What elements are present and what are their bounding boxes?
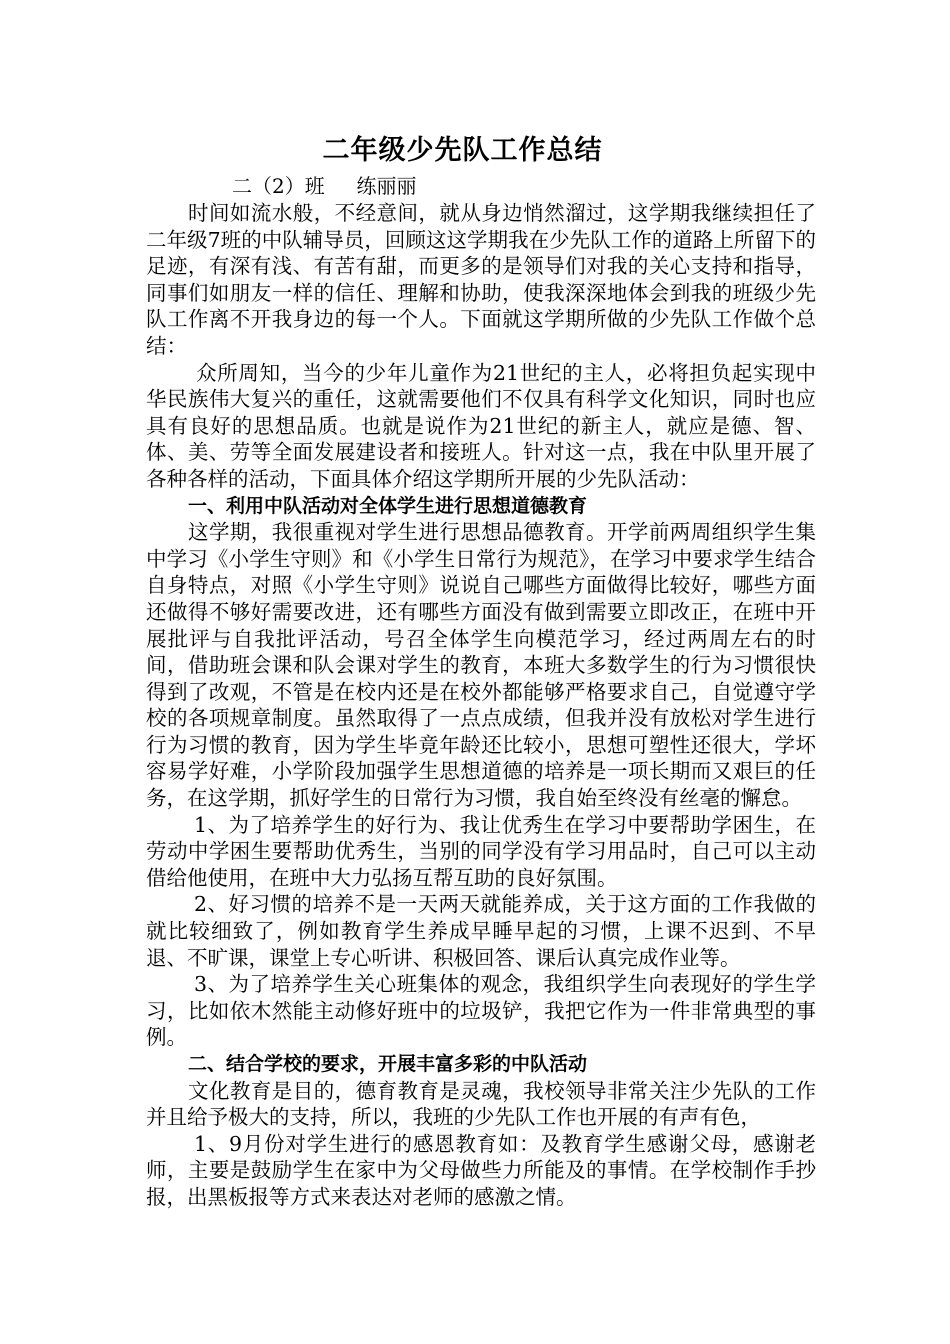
paragraph-item-1: 1、为了培养学生的好行为、我让优秀生在学习中要帮助学困生，在劳动中学困生要帮助优秀生，当别的同学没有学习用品时，自己可以主动借给他使用，在班中大力弘扬互帮互助的良好氛围。 [146,812,816,890]
paragraph-item-2: 2、好习惯的培养不是一天两天就能养成，关于这方面的工作我做的就比较细致了，例如教育学生养成早睡早起的习惯，上课不迟到、不早退、不旷课，课堂上专心听讲、积极回答、课后认真完成作业等。 [146,892,816,970]
document-title: 二年级少先队工作总结 [322,135,603,166]
document-body [146,200,816,1211]
paragraph-item-4: 1、9月份对学生进行的感恩教育如：及教育学生感谢父母，感谢老师，主要是鼓励学生在家中为父母做些力所能及的事情。在学校制作手抄报，出黑板报等方式来表达对老师的感激之情。 [146,1131,816,1209]
paragraph-item-3: 3、为了培养学生关心班集体的观念，我组织学生向表现好的学生学习，比如依木然能主动修好班中的垃圾铲，我把它作为一件非常典型的事例。 [146,972,816,1050]
author-line: 二（2）班 练丽丽 [232,174,417,198]
paragraph-section-2: 文化教育是目的，德育教育是灵魂，我校领导非常关注少先队的工作并且给予极大的支持，所以，我班的少先队工作也开展的有声有色， [146,1078,816,1130]
section-heading-1: 一、利用中队活动对全体学生进行思想道德教育 [188,494,588,517]
paragraph-context: 众所周知，当今的少年儿童作为21世纪的主人，必将担负起实现中华民族伟大复兴的重任，这就需要他们不仅具有科学文化知识，同时也应具有良好的思想品质。也就是说作为21世纪的新主人，就应是德、智、体、美、劳等全面发展建设者和接班人。针对这一点，我在中队里开展了各种各样的活动，下面具体介绍这学期所开展的少先队活动： [146,360,816,491]
section-heading-2: 二、结合学校的要求，开展丰富多彩的中队活动 [188,1053,588,1075]
paragraph-intro: 时间如流水般，不经意间，就从身边悄然溜过，这学期我继续担任了二年级7班的中队辅导员，回顾这这学期我在少先队工作的道路上所留下的足迹，有深有浅、有苦有甜，而更多的是领导们对我的关心支持和指导，同事们如朋友一样的信任、理解和协助，使我深深地体会到我的班级少先队工作离不开我身边的每一个人。下面就这学期所做的少先队工作做个总结： [146,201,816,358]
paragraph-section-1: 这学期，我很重视对学生进行思想品德教育。开学前两周组织学生集中学习《小学生守则》和《小学生日常行为规范》，在学习中要求学生结合自身特点，对照《小学生守则》说说自己哪些方面做得比较好，哪些方面还做得不够好需要改进，还有哪些方面没有做到需要立即改正，在班中开展批评与自我批评活动，号召全体学生向模范学习，经过两周左右的时间，借助班会课和队会课对学生的教育，本班大多数学生的行为习惯很快得到了改观，不管是在校内还是在校外都能够严格要求自己，自觉遵守学校的各项规章制度。虽然取得了一点点成绩，但我并没有放松对学生进行行为习惯的教育，因为学生毕竟年龄还比较小，思想可塑性还很大，学坏容易学好难，小学阶段加强学生思想道德的培养是一项长期而又艰巨的任务，在这学期，抓好学生的日常行为习惯，我自始至终没有丝毫的懈怠。 [146,520,816,811]
